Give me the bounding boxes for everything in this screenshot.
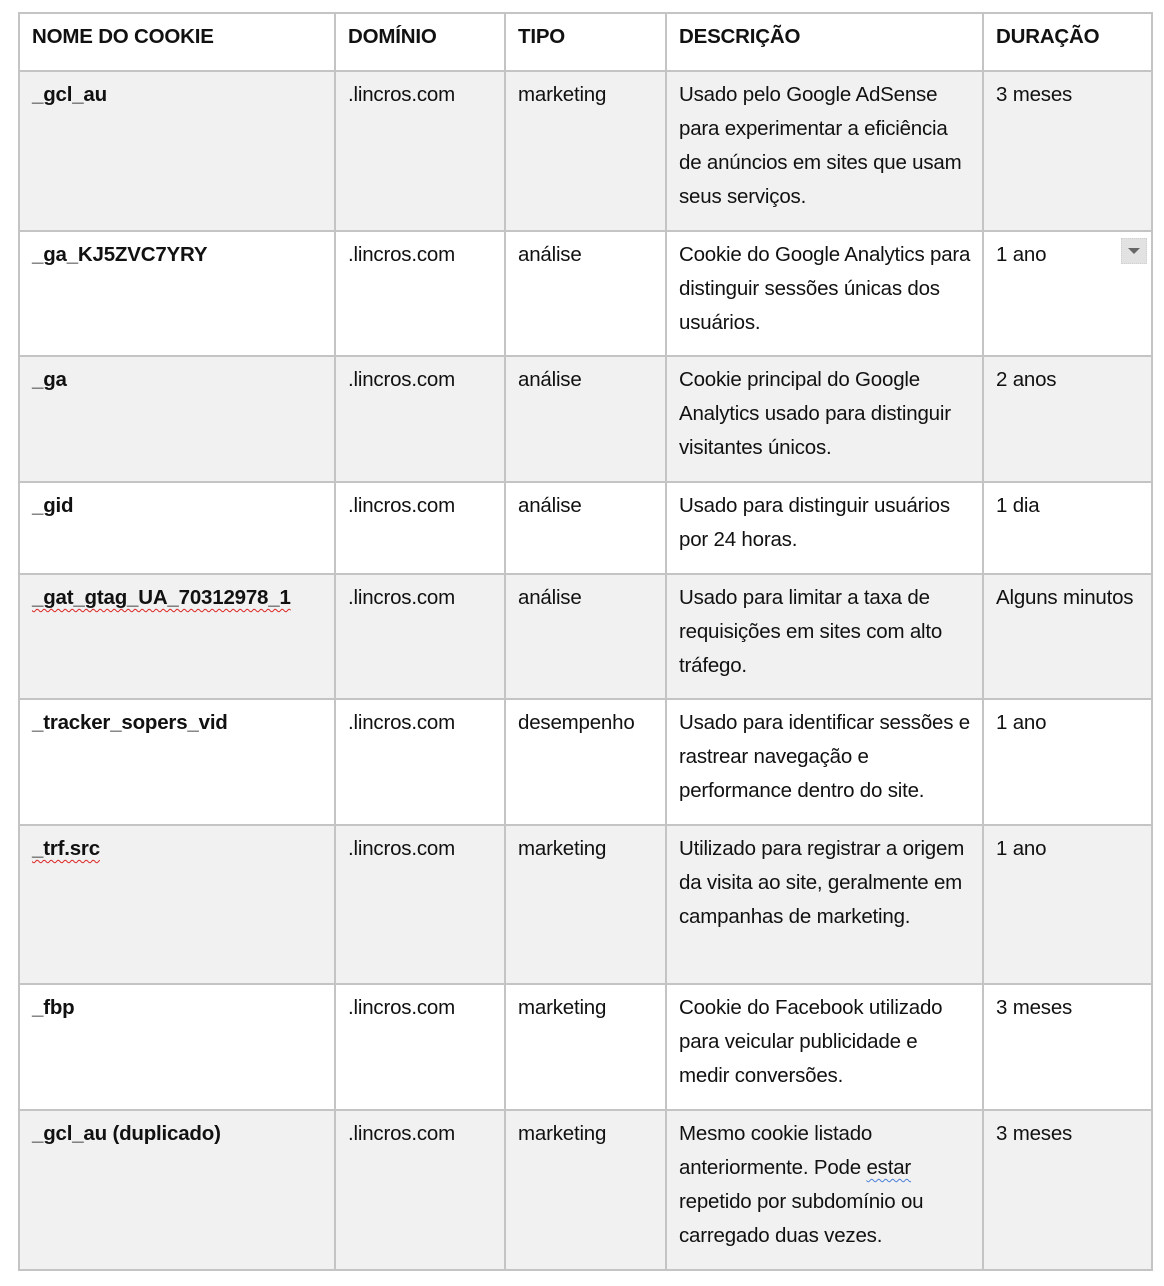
header-domain: DOMÍNIO: [335, 13, 505, 71]
cookie-domain: .lincros.com: [335, 984, 505, 1110]
cookie-type: marketing: [505, 825, 666, 984]
cookie-domain: .lincros.com: [335, 1110, 505, 1270]
cookie-duration: 1 ano: [983, 825, 1152, 984]
header-type: TIPO: [505, 13, 666, 71]
cookie-duration: 1 ano: [996, 243, 1047, 266]
cookie-description-flagged-word: estar: [866, 1156, 912, 1179]
cookie-domain: .lincros.com: [335, 356, 505, 482]
table-row: [19, 984, 1152, 1110]
cookie-domain: .lincros.com: [335, 825, 505, 984]
cookie-type: análise: [505, 231, 666, 356]
cookie-type: desempenho: [505, 699, 666, 825]
cookie-duration: Alguns minutos: [983, 574, 1152, 699]
cookie-name: _gid: [19, 482, 335, 574]
row-dropdown-button[interactable]: [1121, 238, 1147, 264]
cookie-type: marketing: [505, 71, 666, 231]
cookie-description: Cookie do Facebook utilizado para veicular publicidade e medir conversões.: [666, 984, 983, 1110]
cookie-duration: 2 anos: [983, 356, 1152, 482]
cookie-name: _ga_KJ5ZVC7YRY: [19, 231, 335, 356]
cookie-name-cell: [19, 574, 335, 699]
table-row: [19, 71, 1152, 231]
cookie-type: marketing: [505, 1110, 666, 1270]
cookie-type: análise: [505, 356, 666, 482]
cookie-domain: .lincros.com: [335, 71, 505, 231]
cookie-description: Usado para identificar sessões e rastrear navegação e performance dentro do site.: [666, 699, 983, 825]
cookie-name: _ga: [19, 356, 335, 482]
cookie-duration: 1 dia: [983, 482, 1152, 574]
cookie-description: Cookie do Google Analytics para distinguir sessões únicas dos usuários.: [666, 231, 983, 356]
header-description: DESCRIÇÃO: [666, 13, 983, 71]
cookie-table: [18, 12, 1153, 1271]
table-row: [19, 825, 1152, 984]
cookie-name-cell: [19, 825, 335, 984]
cookie-type: análise: [505, 574, 666, 699]
cookie-description-cell: [666, 1110, 983, 1270]
table-row: [19, 231, 1152, 356]
cookie-duration: 3 meses: [983, 71, 1152, 231]
cookie-name: _gcl_au (duplicado): [19, 1110, 335, 1270]
chevron-down-icon: [1128, 248, 1140, 254]
cookie-description: Usado para distinguir usuários por 24 horas.: [666, 482, 983, 574]
cookie-description-part: repetido por subdomínio ou carregado duas vezes.: [679, 1190, 924, 1247]
cookie-duration-cell: [983, 231, 1152, 356]
table-row: [19, 574, 1152, 699]
cookie-type: marketing: [505, 984, 666, 1110]
cookie-duration: 1 ano: [983, 699, 1152, 825]
cookie-name: _fbp: [19, 984, 335, 1110]
table-row: [19, 482, 1152, 574]
cookie-domain: .lincros.com: [335, 231, 505, 356]
table-row: [19, 699, 1152, 825]
table-row: [19, 1110, 1152, 1270]
cookie-duration: 3 meses: [983, 984, 1152, 1110]
cookie-description: Cookie principal do Google Analytics usado para distinguir visitantes únicos.: [666, 356, 983, 482]
header-duration: DURAÇÃO: [983, 13, 1152, 71]
cookie-name: _tracker_sopers_vid: [19, 699, 335, 825]
cookie-description: Usado para limitar a taxa de requisições em sites com alto tráfego.: [666, 574, 983, 699]
cookie-description-part: Mesmo cookie listado anteriormente. Pode: [679, 1122, 873, 1179]
cookie-name: _gat_gtag_UA_70312978_1: [32, 586, 291, 609]
cookie-type: análise: [505, 482, 666, 574]
header-cookie-name: NOME DO COOKIE: [19, 13, 335, 71]
cookie-domain: .lincros.com: [335, 574, 505, 699]
cookie-domain: .lincros.com: [335, 699, 505, 825]
cookie-description: Utilizado para registrar a origem da visita ao site, geralmente em campanhas de marketing.: [666, 825, 983, 984]
cookie-name: _trf.src: [32, 837, 100, 860]
table-row: [19, 356, 1152, 482]
cookie-description: Usado pelo Google AdSense para experimentar a eficiência de anúncios em sites que usam seus serviços.: [666, 71, 983, 231]
table-header-row: [19, 13, 1152, 71]
cookie-domain: .lincros.com: [335, 482, 505, 574]
cookie-duration: 3 meses: [983, 1110, 1152, 1270]
cookie-name: _gcl_au: [19, 71, 335, 231]
